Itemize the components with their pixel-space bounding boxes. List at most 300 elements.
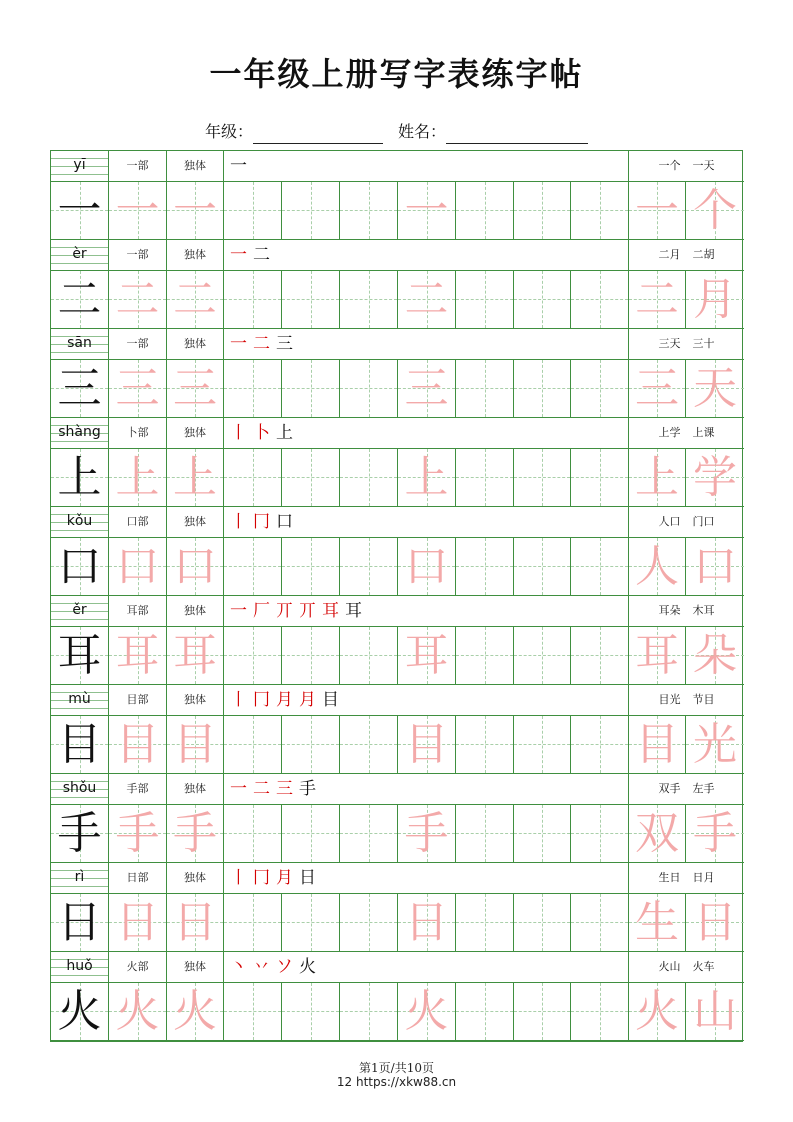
pinyin-text: ěr xyxy=(72,602,87,618)
tian-grid-cell[interactable] xyxy=(398,271,456,328)
tian-grid-cell[interactable] xyxy=(109,627,167,684)
grid-guide-v xyxy=(542,805,543,862)
writing-grid-row xyxy=(51,982,744,1041)
name-label: 姓名： xyxy=(398,122,447,141)
tian-grid-cell[interactable] xyxy=(398,983,456,1040)
example-words xyxy=(629,240,744,270)
tian-grid-cell[interactable] xyxy=(51,983,109,1040)
tian-grid-cell[interactable] xyxy=(224,360,282,417)
char-info-row xyxy=(51,329,744,359)
tian-grid-cell[interactable] xyxy=(340,805,398,862)
grid-guide-v xyxy=(485,182,486,239)
tian-grid-cell[interactable] xyxy=(340,716,398,773)
tian-grid-cell[interactable] xyxy=(398,182,456,239)
tian-grid-cell[interactable] xyxy=(224,182,282,239)
example-word: 火山 xyxy=(658,960,681,973)
tian-grid-cell[interactable] xyxy=(456,271,514,328)
radical-label: 日部 xyxy=(109,863,167,893)
writing-grid-row xyxy=(51,626,744,685)
trace-character: 耳 xyxy=(115,630,160,681)
word-trace-character: 三 xyxy=(635,363,679,414)
tian-grid-cell[interactable] xyxy=(629,805,686,862)
tian-grid-cell[interactable] xyxy=(514,894,571,951)
tian-grid-cell[interactable] xyxy=(571,449,629,506)
tian-grid-cell[interactable] xyxy=(340,449,398,506)
grid-guide-v xyxy=(542,538,543,595)
stroke-order xyxy=(224,863,629,893)
tian-grid-cell[interactable] xyxy=(686,271,744,328)
stroke-step: 月 xyxy=(276,690,293,710)
stroke-step: 一 xyxy=(230,779,247,799)
tian-grid-cell[interactable] xyxy=(282,182,340,239)
grid-guide-v xyxy=(485,983,486,1040)
grid-guide-v xyxy=(600,716,601,773)
example-word: 目光 xyxy=(658,693,681,706)
pinyin-box xyxy=(51,151,109,181)
tian-grid-cell[interactable] xyxy=(686,449,744,506)
tian-grid-cell[interactable] xyxy=(571,716,629,773)
tian-grid-cell[interactable] xyxy=(109,449,167,506)
tian-grid-cell[interactable] xyxy=(398,894,456,951)
pinyin-text: huǒ xyxy=(66,958,93,974)
tian-grid-cell[interactable] xyxy=(456,538,514,595)
grid-guide-v xyxy=(369,716,370,773)
tian-grid-cell[interactable] xyxy=(51,805,109,862)
tian-grid-cell[interactable] xyxy=(167,805,224,862)
stroke-step: 丨 xyxy=(230,512,247,532)
tian-grid-cell[interactable] xyxy=(51,627,109,684)
trace-character: 耳 xyxy=(404,630,449,681)
stroke-order xyxy=(224,952,629,982)
model-character: 二 xyxy=(57,274,102,325)
tian-grid-cell[interactable] xyxy=(686,182,744,239)
tian-grid-cell[interactable] xyxy=(571,983,629,1040)
tian-grid-cell[interactable] xyxy=(109,894,167,951)
grid-guide-v xyxy=(542,627,543,684)
stroke-step: 目 xyxy=(322,690,339,710)
trace-character: 耳 xyxy=(173,630,217,681)
grid-guide-v xyxy=(542,271,543,328)
tian-grid-cell[interactable] xyxy=(686,360,744,417)
trace-character: 上 xyxy=(115,452,160,503)
trace-character: 口 xyxy=(404,541,449,592)
tian-grid-cell[interactable] xyxy=(514,627,571,684)
grid-guide-v xyxy=(485,627,486,684)
tian-grid-cell[interactable] xyxy=(109,716,167,773)
tian-grid-cell[interactable] xyxy=(686,894,744,951)
char-info-row xyxy=(51,418,744,448)
model-character: 上 xyxy=(57,452,102,503)
example-word: 节目 xyxy=(692,693,715,706)
trace-character: 手 xyxy=(173,808,217,859)
stroke-step: 一 xyxy=(230,156,247,176)
tian-grid-cell[interactable] xyxy=(340,894,398,951)
tian-grid-cell[interactable] xyxy=(109,182,167,239)
example-word: 木耳 xyxy=(692,604,715,617)
word-trace-character: 学 xyxy=(693,452,737,503)
tian-grid-cell[interactable] xyxy=(340,538,398,595)
tian-grid-cell[interactable] xyxy=(282,271,340,328)
radical-label: 一部 xyxy=(109,329,167,359)
stroke-step: 丶 xyxy=(230,957,247,977)
tian-grid-cell[interactable] xyxy=(282,716,340,773)
example-words xyxy=(629,774,744,804)
tian-grid-cell[interactable] xyxy=(686,983,744,1040)
tian-grid-cell[interactable] xyxy=(571,182,629,239)
tian-grid-cell[interactable] xyxy=(514,538,571,595)
word-trace-character: 目 xyxy=(635,719,679,770)
pinyin-text: shàng xyxy=(58,424,101,440)
tian-grid-cell[interactable] xyxy=(629,983,686,1040)
student-info xyxy=(0,120,793,144)
tian-grid-cell[interactable] xyxy=(629,449,686,506)
pinyin-text: rì xyxy=(74,869,85,885)
grid-guide-v xyxy=(253,716,254,773)
pinyin-text: mù xyxy=(68,691,91,707)
tian-grid-cell[interactable] xyxy=(456,627,514,684)
word-trace-character: 光 xyxy=(693,719,737,770)
grid-guide-v xyxy=(311,716,312,773)
example-words xyxy=(629,863,744,893)
stroke-step: 二 xyxy=(253,779,270,799)
model-character: 耳 xyxy=(57,630,102,681)
tian-grid-cell[interactable] xyxy=(398,360,456,417)
stroke-order xyxy=(224,596,629,626)
grid-guide-v xyxy=(311,449,312,506)
tian-grid-cell[interactable] xyxy=(629,716,686,773)
tian-grid-cell[interactable] xyxy=(456,449,514,506)
grid-guide-v xyxy=(600,983,601,1040)
pinyin-box xyxy=(51,418,109,448)
page-title: 一年级上册写字表练字帖 xyxy=(209,55,584,93)
grid-guide-v xyxy=(485,449,486,506)
tian-grid-cell[interactable] xyxy=(571,538,629,595)
tian-grid-cell[interactable] xyxy=(51,449,109,506)
tian-grid-cell[interactable] xyxy=(282,538,340,595)
trace-character: 三 xyxy=(115,363,160,414)
writing-grid-row xyxy=(51,181,744,240)
tian-grid-cell[interactable] xyxy=(686,805,744,862)
practice-sheet xyxy=(50,150,743,1042)
example-word: 人口 xyxy=(658,515,681,528)
tian-grid-cell[interactable] xyxy=(686,627,744,684)
grid-guide-v xyxy=(600,894,601,951)
word-trace-character: 朵 xyxy=(693,630,737,681)
stroke-order xyxy=(224,685,629,715)
grid-guide-v xyxy=(485,538,486,595)
tian-grid-cell[interactable] xyxy=(167,983,224,1040)
word-trace-character: 双 xyxy=(635,808,679,859)
stroke-step: 丌 xyxy=(276,601,293,621)
tian-grid-cell[interactable] xyxy=(167,449,224,506)
pinyin-box xyxy=(51,952,109,982)
tian-grid-cell[interactable] xyxy=(109,805,167,862)
pinyin-box xyxy=(51,507,109,537)
grid-guide-v xyxy=(542,360,543,417)
tian-grid-cell[interactable] xyxy=(224,627,282,684)
example-words xyxy=(629,596,744,626)
grid-guide-v xyxy=(253,627,254,684)
radical-label: 目部 xyxy=(109,685,167,715)
tian-grid-cell[interactable] xyxy=(571,627,629,684)
stroke-order xyxy=(224,507,629,537)
example-word: 二胡 xyxy=(692,248,715,261)
stroke-step: 一 xyxy=(230,334,247,354)
tian-grid-cell[interactable] xyxy=(167,271,224,328)
tian-grid-cell[interactable] xyxy=(167,538,224,595)
stroke-order xyxy=(224,329,629,359)
tian-grid-cell[interactable] xyxy=(340,360,398,417)
grid-guide-v xyxy=(253,894,254,951)
tian-grid-cell[interactable] xyxy=(51,182,109,239)
tian-grid-cell[interactable] xyxy=(686,716,744,773)
stroke-step: 丨 xyxy=(230,868,247,888)
model-character: 一 xyxy=(57,185,102,236)
trace-character: 三 xyxy=(404,363,449,414)
structure-label: 独体 xyxy=(167,507,224,537)
stroke-step: 耳 xyxy=(322,601,339,621)
tian-grid-cell[interactable] xyxy=(224,449,282,506)
writing-grid-row xyxy=(51,804,744,863)
stroke-step: 冂 xyxy=(253,868,270,888)
grid-guide-v xyxy=(369,894,370,951)
grid-guide-v xyxy=(369,983,370,1040)
pinyin-text: shǒu xyxy=(62,780,97,796)
char-info-row xyxy=(51,863,744,893)
char-info-row xyxy=(51,774,744,804)
tian-grid-cell[interactable] xyxy=(629,894,686,951)
word-trace-character: 耳 xyxy=(635,630,679,681)
writing-grid-row xyxy=(51,359,744,418)
word-trace-character: 天 xyxy=(693,363,737,414)
model-character: 火 xyxy=(57,986,102,1037)
tian-grid-cell[interactable] xyxy=(686,538,744,595)
tian-grid-cell[interactable] xyxy=(282,983,340,1040)
radical-label: 火部 xyxy=(109,952,167,982)
tian-grid-cell[interactable] xyxy=(167,627,224,684)
tian-grid-cell[interactable] xyxy=(629,182,686,239)
grid-guide-v xyxy=(542,182,543,239)
writing-grid-row xyxy=(51,270,744,329)
grid-guide-v xyxy=(485,894,486,951)
stroke-step: ソ xyxy=(276,957,293,977)
stroke-step: 火 xyxy=(299,957,316,977)
name-field[interactable] xyxy=(446,127,588,144)
stroke-step: 二 xyxy=(253,334,270,354)
tian-grid-cell[interactable] xyxy=(340,271,398,328)
tian-grid-cell[interactable] xyxy=(282,627,340,684)
stroke-step: 丷 xyxy=(253,957,270,977)
tian-grid-cell[interactable] xyxy=(571,360,629,417)
tian-grid-cell[interactable] xyxy=(398,627,456,684)
trace-character: 一 xyxy=(173,185,217,236)
trace-character: 日 xyxy=(404,897,449,948)
radical-label: 一部 xyxy=(109,240,167,270)
pinyin-text: yī xyxy=(73,157,86,173)
tian-grid-cell[interactable] xyxy=(629,627,686,684)
tian-grid-cell[interactable] xyxy=(629,538,686,595)
tian-grid-cell[interactable] xyxy=(167,894,224,951)
tian-grid-cell[interactable] xyxy=(514,449,571,506)
trace-character: 日 xyxy=(115,897,160,948)
tian-grid-cell[interactable] xyxy=(398,805,456,862)
tian-grid-cell[interactable] xyxy=(340,983,398,1040)
tian-grid-cell[interactable] xyxy=(167,360,224,417)
pinyin-box xyxy=(51,774,109,804)
pinyin-box xyxy=(51,240,109,270)
example-words xyxy=(629,151,744,181)
grid-guide-v xyxy=(600,805,601,862)
tian-grid-cell[interactable] xyxy=(398,716,456,773)
trace-character: 二 xyxy=(173,274,217,325)
writing-grid-row xyxy=(51,448,744,507)
writing-grid-row xyxy=(51,537,744,596)
tian-grid-cell[interactable] xyxy=(167,716,224,773)
grid-guide-v xyxy=(369,538,370,595)
tian-grid-cell[interactable] xyxy=(514,805,571,862)
stroke-step: 一 xyxy=(230,601,247,621)
tian-grid-cell[interactable] xyxy=(109,538,167,595)
tian-grid-cell[interactable] xyxy=(167,182,224,239)
example-word: 门口 xyxy=(692,515,715,528)
trace-character: 火 xyxy=(173,986,217,1037)
word-trace-character: 口 xyxy=(693,541,737,592)
tian-grid-cell[interactable] xyxy=(109,360,167,417)
tian-grid-cell[interactable] xyxy=(629,271,686,328)
stroke-step: 手 xyxy=(299,779,316,799)
tian-grid-cell[interactable] xyxy=(51,538,109,595)
grid-guide-v xyxy=(369,271,370,328)
tian-grid-cell[interactable] xyxy=(456,805,514,862)
trace-character: 口 xyxy=(173,541,217,592)
example-words xyxy=(629,685,744,715)
tian-grid-cell[interactable] xyxy=(282,894,340,951)
tian-grid-cell[interactable] xyxy=(571,894,629,951)
grid-guide-v xyxy=(485,805,486,862)
tian-grid-cell[interactable] xyxy=(514,271,571,328)
tian-grid-cell[interactable] xyxy=(514,182,571,239)
model-character: 三 xyxy=(57,363,102,414)
tian-grid-cell[interactable] xyxy=(456,716,514,773)
tian-grid-cell[interactable] xyxy=(571,805,629,862)
grid-guide-v xyxy=(600,538,601,595)
tian-grid-cell[interactable] xyxy=(514,716,571,773)
stroke-order xyxy=(224,240,629,270)
trace-character: 目 xyxy=(173,719,217,770)
grid-guide-v xyxy=(369,627,370,684)
tian-grid-cell[interactable] xyxy=(456,182,514,239)
word-trace-character: 人 xyxy=(635,541,679,592)
tian-grid-cell[interactable] xyxy=(282,449,340,506)
example-word: 一天 xyxy=(692,159,715,172)
trace-character: 手 xyxy=(404,808,449,859)
tian-grid-cell[interactable] xyxy=(571,271,629,328)
char-info-row xyxy=(51,507,744,537)
tian-grid-cell[interactable] xyxy=(456,360,514,417)
example-words xyxy=(629,418,744,448)
tian-grid-cell[interactable] xyxy=(224,983,282,1040)
grid-guide-v xyxy=(600,182,601,239)
grid-guide-v xyxy=(311,805,312,862)
structure-label: 独体 xyxy=(167,774,224,804)
word-trace-character: 个 xyxy=(693,185,737,236)
tian-grid-cell[interactable] xyxy=(340,182,398,239)
grid-guide-v xyxy=(600,449,601,506)
tian-grid-cell[interactable] xyxy=(224,894,282,951)
site-url: 12 https://xkw88.cn xyxy=(336,1075,457,1089)
example-word: 左手 xyxy=(692,782,715,795)
grade-field[interactable] xyxy=(253,127,383,144)
word-trace-character: 日 xyxy=(693,897,737,948)
radical-label: 手部 xyxy=(109,774,167,804)
char-info-row xyxy=(51,596,744,626)
grid-guide-v xyxy=(485,716,486,773)
tian-grid-cell[interactable] xyxy=(224,716,282,773)
tian-grid-cell[interactable] xyxy=(224,271,282,328)
structure-label: 独体 xyxy=(167,952,224,982)
grade-label: 年级： xyxy=(204,122,253,141)
tian-grid-cell[interactable] xyxy=(51,360,109,417)
writing-grid-row xyxy=(51,715,744,774)
trace-character: 火 xyxy=(404,986,449,1037)
structure-label: 独体 xyxy=(167,418,224,448)
trace-character: 一 xyxy=(404,185,449,236)
stroke-step: 二 xyxy=(253,245,270,265)
trace-character: 手 xyxy=(115,808,160,859)
tian-grid-cell[interactable] xyxy=(398,449,456,506)
tian-grid-cell[interactable] xyxy=(224,805,282,862)
stroke-step: 一 xyxy=(230,245,247,265)
tian-grid-cell[interactable] xyxy=(514,983,571,1040)
pinyin-box xyxy=(51,329,109,359)
tian-grid-cell[interactable] xyxy=(224,538,282,595)
grid-guide-v xyxy=(485,271,486,328)
example-word: 三十 xyxy=(692,337,715,350)
tian-grid-cell[interactable] xyxy=(629,360,686,417)
tian-grid-cell[interactable] xyxy=(51,894,109,951)
tian-grid-cell[interactable] xyxy=(398,538,456,595)
stroke-step: 丨 xyxy=(230,423,247,443)
trace-character: 三 xyxy=(173,363,217,414)
tian-grid-cell[interactable] xyxy=(282,805,340,862)
structure-label: 独体 xyxy=(167,240,224,270)
tian-grid-cell[interactable] xyxy=(282,360,340,417)
model-character: 日 xyxy=(57,897,102,948)
char-info-row xyxy=(51,151,744,181)
grid-guide-v xyxy=(600,271,601,328)
grid-guide-v xyxy=(253,983,254,1040)
trace-character: 目 xyxy=(115,719,160,770)
structure-label: 独体 xyxy=(167,596,224,626)
tian-grid-cell[interactable] xyxy=(51,716,109,773)
tian-grid-cell[interactable] xyxy=(109,271,167,328)
example-words xyxy=(629,329,744,359)
example-word: 一个 xyxy=(658,159,681,172)
tian-grid-cell[interactable] xyxy=(456,894,514,951)
tian-grid-cell[interactable] xyxy=(340,627,398,684)
stroke-step: 日 xyxy=(299,868,316,888)
tian-grid-cell[interactable] xyxy=(456,983,514,1040)
stroke-step: 口 xyxy=(276,512,293,532)
tian-grid-cell[interactable] xyxy=(51,271,109,328)
tian-grid-cell[interactable] xyxy=(109,983,167,1040)
structure-label: 独体 xyxy=(167,863,224,893)
tian-grid-cell[interactable] xyxy=(514,360,571,417)
stroke-step: 厂 xyxy=(253,601,270,621)
pinyin-text: èr xyxy=(72,246,87,262)
grid-guide-v xyxy=(253,360,254,417)
stroke-step: 冂 xyxy=(253,690,270,710)
